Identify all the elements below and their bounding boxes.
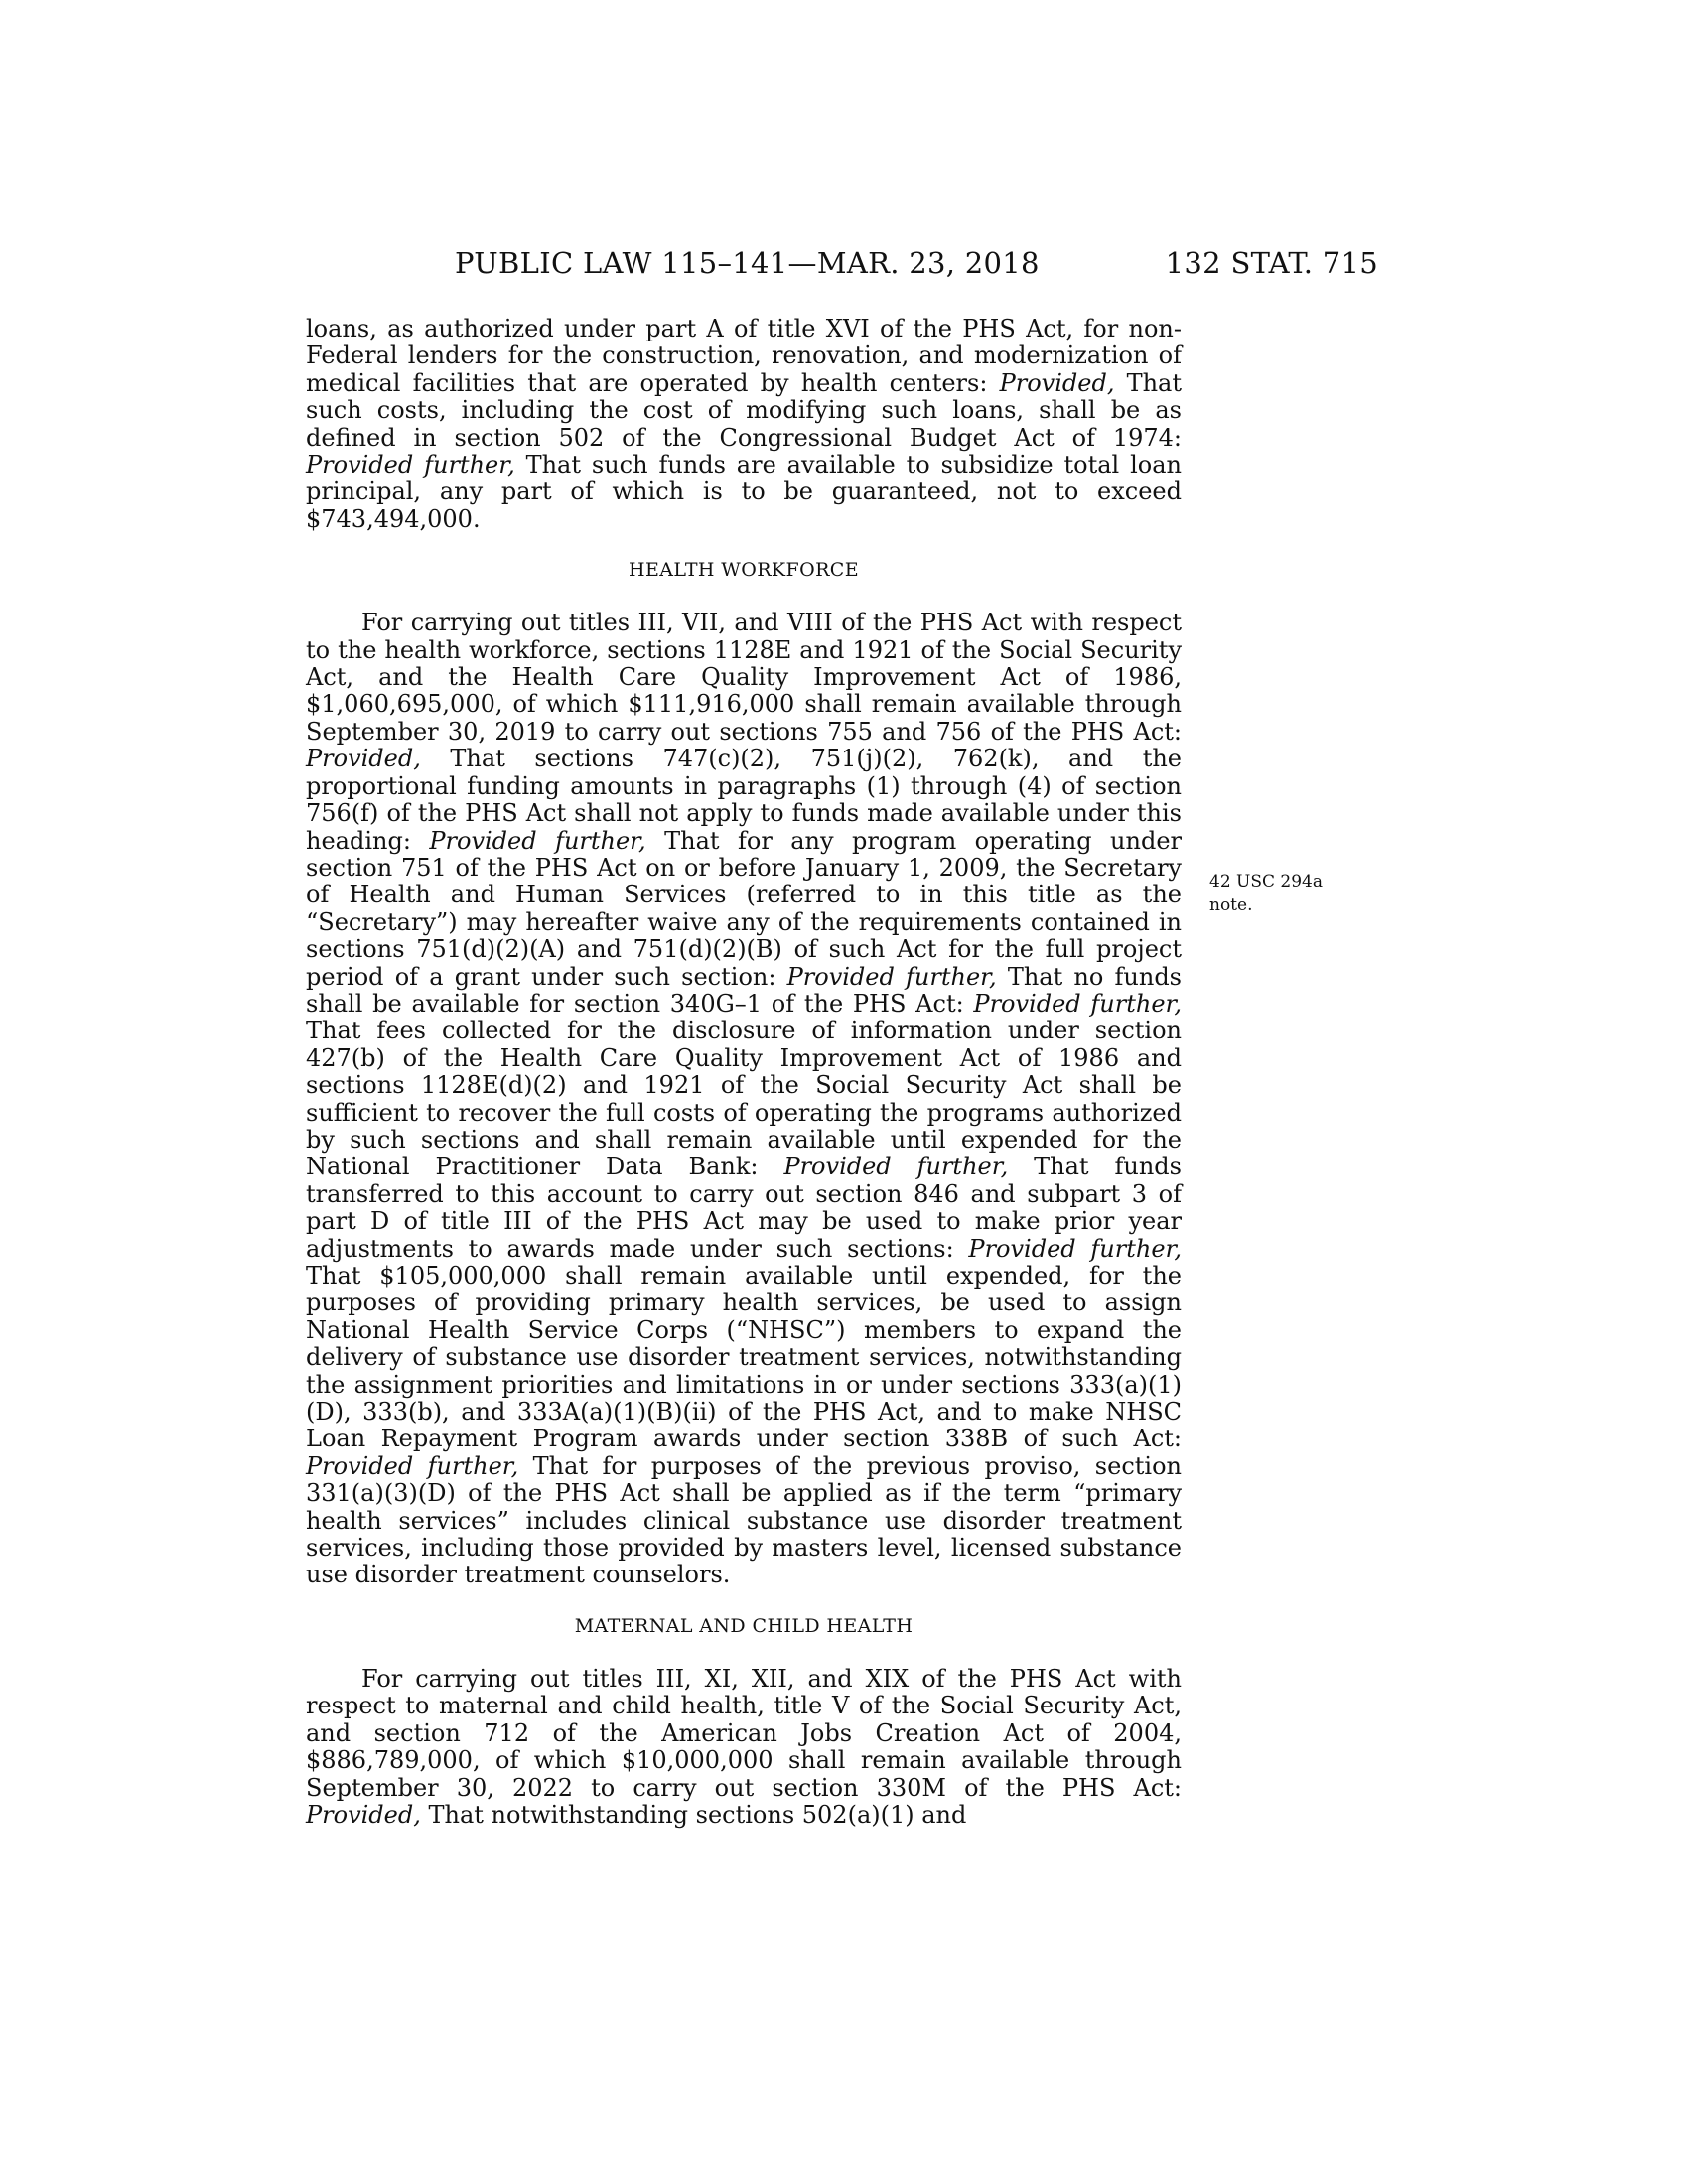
italic-run: Provided further, xyxy=(973,989,1182,1018)
paragraph-loans xyxy=(306,316,1182,533)
italic-run: Provided, xyxy=(306,745,421,773)
text-run: loans, as authorized under part A of title XVI of the PHS Act, for non-Federal lenders for the construction, renovation, and modernization of medical facilities that are operated by health centers: xyxy=(306,315,1182,397)
text-run: That sections 747(c)(2), 751(j)(2), 762(k), and the proportional funding amounts in paragraphs (1) through (4) of section 756(f) of the PHS Act shall not apply to funds made available under this heading: xyxy=(306,745,1182,855)
text-run: That funds transferred to this account to carry out section 846 and subpart 3 of part D of title III of the PHS Act may be used to make prior year adjustments to awards made under such sections: xyxy=(306,1153,1182,1263)
header-stat-page: 132 STAT. 715 xyxy=(1165,246,1378,280)
italic-run: Provided further, xyxy=(968,1234,1182,1263)
italic-run: Provided, xyxy=(999,368,1115,397)
text-run: For carrying out titles III, XI, XII, and XIX of the PHS Act with respect to maternal and child health, title V of the Social Security Act, and section 712 of the American Jobs Creation Act of 2004, $886,789,000, of which $10,000,000 shall remain available through September 30, 2022 to carry out section 330M of the PHS Act: xyxy=(306,1664,1182,1802)
running-header xyxy=(298,246,1378,290)
italic-run: Provided further, xyxy=(306,1451,519,1480)
margin-note-line: 42 USC 294a xyxy=(1209,872,1324,891)
text-run: That for purposes of the previous proviso, section 331(a)(3)(D) of the PHS Act shall be applied as if the term “primary health services” includes clinical substance use disorder treatment services, including those provided by masters level, licensed substance use disorder treatment counselors. xyxy=(306,1451,1182,1589)
italic-run: Provided further, xyxy=(429,826,646,855)
text-run: That such costs, including the cost of modifying such loans, shall be as defined in section 502 of the Congressional Budget Act of 1974: xyxy=(306,368,1183,452)
section-heading-health-workforce: HEALTH WORKFORCE xyxy=(629,559,859,582)
paragraph-health-workforce xyxy=(306,610,1182,1589)
paragraph-maternal-child-health xyxy=(306,1666,1182,1829)
header-title: PUBLIC LAW 115–141—MAR. 23, 2018 xyxy=(455,246,1040,280)
text-run: That fees collected for the disclosure of information under section 427(b) of the Health Care Quality Improvement Act of 1986 and sections 1128E(d)(2) and 1921 of the Social Security Act shall be sufficient to recover the full costs of operating the programs authorized by such sections and shall remain available until expended for the National Practitioner Data Bank: xyxy=(306,1017,1182,1181)
text-run: That for any program operating under section 751 of the PHS Act on or before January 1, 2009, the Secretary of Health and Human Services (referred to in this title as the “Secretary”) may hereafter waive any of the requirements contained in sections 751(d)(2)(A) and 751(d)(2)(B) of such Act for the full project period of a grant under such section: xyxy=(306,826,1182,991)
text-run: That notwithstanding sections 502(a)(1) and xyxy=(420,1800,967,1829)
margin-citation-note xyxy=(1209,870,1358,917)
text-run: That $105,000,000 shall remain available until expended, for the purposes of providing primary health services, be used to assign National Health Service Corps (“NHSC”) members to expand the delivery of substance use disorder treatment services, notwithstanding the assignment priorities and limitations in or under sections 333(a)(1)(D), 333(b), and 333A(a)(1)(B)(ii) of the PHS Act, and to make NHSC Loan Repayment Program awards under section 338B of such Act: xyxy=(306,1262,1182,1453)
italic-run: Provided, xyxy=(306,1800,421,1829)
italic-run: Provided further, xyxy=(786,962,997,991)
body-text xyxy=(306,316,1182,1829)
italic-run: Provided further, xyxy=(783,1153,1009,1181)
margin-note-line: note. xyxy=(1209,895,1253,915)
text-run: That such funds are available to subsidize total loan principal, any part of which is to be guaranteed, not to exceed $743,494,000. xyxy=(306,451,1182,533)
section-heading-maternal-child-health: MATERNAL AND CHILD HEALTH xyxy=(574,1614,914,1637)
text-run: That no funds shall be available for section 340G–1 of the PHS Act: xyxy=(306,962,1183,1018)
italic-run: Provided further, xyxy=(306,451,515,479)
text-run: For carrying out titles III, VII, and VIII of the PHS Act with respect to the health workforce, sections 1128E and 1921 of the Social Security Act, and the Health Care Quality Improvement Act of 1986, $1,060,695,000, of which $111,916,000 shall remain available through September 30, 2019 to carry out sections 755 and 756 of the PHS Act: xyxy=(306,609,1182,746)
